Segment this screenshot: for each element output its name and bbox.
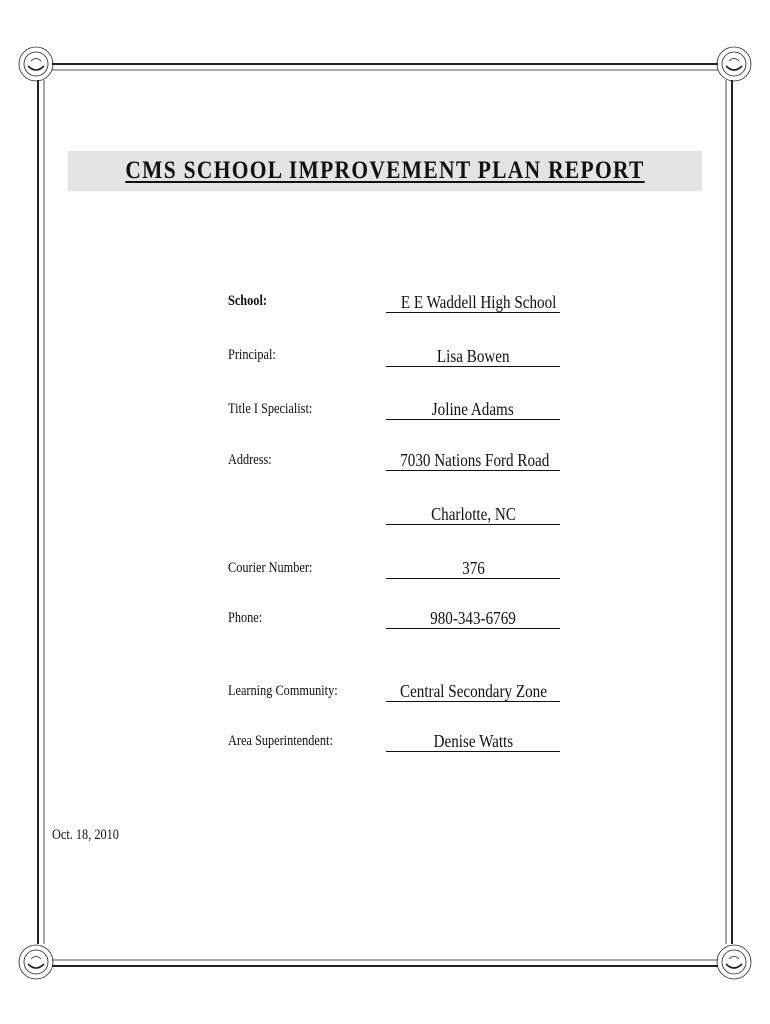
- address-line-2-value: Charlotte, NC: [386, 504, 560, 525]
- report-date: Oct. 18, 2010: [52, 827, 119, 843]
- corner-ornament-bottom-right: [717, 945, 751, 979]
- school-label: School:: [228, 293, 267, 309]
- area-superintendent-value: Denise Watts: [386, 731, 560, 752]
- corner-ornament-top-right: [717, 47, 751, 81]
- document-title: CMS SCHOOL IMPROVEMENT PLAN REPORT: [125, 157, 645, 184]
- title-i-specialist-value: Joline Adams: [386, 399, 560, 420]
- phone-label: Phone:: [228, 610, 263, 626]
- learning-community-label: Learning Community:: [228, 683, 338, 699]
- address-line-1-value: 7030 Nations Ford Road: [386, 450, 560, 471]
- principal-value: Lisa Bowen: [386, 346, 560, 367]
- principal-label: Principal:: [228, 347, 276, 363]
- corner-ornament-top-left: [19, 47, 53, 81]
- area-superintendent-label: Area Superintendent:: [228, 733, 333, 749]
- title-i-specialist-label: Title I Specialist:: [228, 401, 313, 417]
- title-band: [68, 151, 702, 191]
- courier-number-value: 376: [386, 558, 560, 579]
- corner-ornament-bottom-left: [19, 945, 53, 979]
- phone-value: 980-343-6769: [386, 608, 560, 629]
- learning-community-value: Central Secondary Zone: [386, 681, 560, 702]
- courier-number-label: Courier Number:: [228, 560, 313, 576]
- school-value: E E Waddell High School: [386, 292, 560, 313]
- address-label: Address:: [228, 452, 272, 468]
